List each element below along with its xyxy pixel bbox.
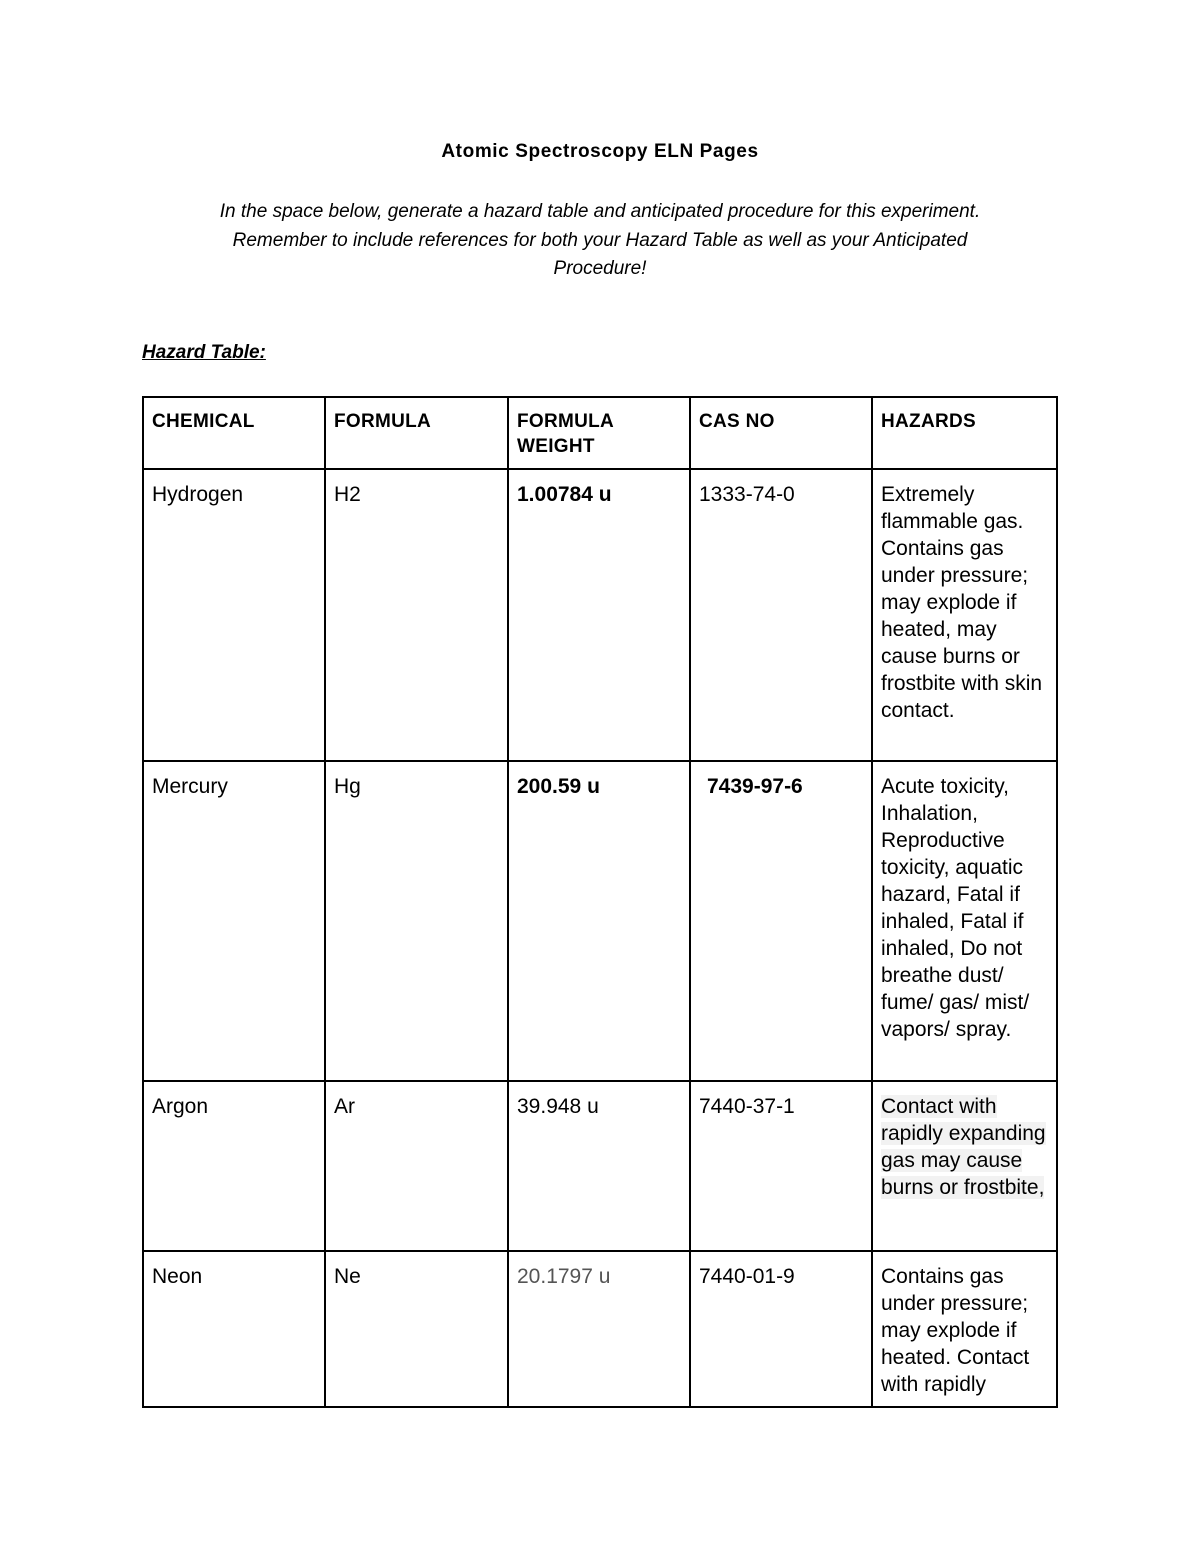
- cell-chemical: Argon: [143, 1081, 325, 1251]
- highlighted-hazard-text: Contact with rapidly expanding gas may cause burns or frostbite,: [881, 1095, 1046, 1199]
- page-title: Atomic Spectroscopy ELN Pages: [441, 141, 759, 162]
- cell-hazards: Acute toxicity, Inhalation, Reproductive toxicity, aquatic hazard, Fatal if inhaled, Fatal if inhaled, Do not breathe dust/ fume/ gas/ mist/ vapors/ spray.: [872, 761, 1057, 1081]
- header-formula-weight: FORMULA WEIGHT: [508, 397, 690, 469]
- cell-cas: 7439-97-6: [690, 761, 872, 1081]
- hazard-table: [142, 396, 1058, 1408]
- cell-formula: H2: [325, 469, 508, 761]
- table-row: [143, 761, 1057, 1081]
- instruction-line: Procedure!: [553, 258, 647, 279]
- table-header-row: [143, 397, 1057, 469]
- cell-chemical: Mercury: [143, 761, 325, 1081]
- cell-chemical: Hydrogen: [143, 469, 325, 761]
- hazard-table-heading: Hazard Table:: [142, 342, 266, 363]
- cell-weight: 20.1797 u: [508, 1251, 690, 1407]
- cell-cas: 7440-37-1: [690, 1081, 872, 1251]
- header-cas-no: CAS NO: [690, 397, 872, 469]
- cell-cas: 7440-01-9: [690, 1251, 872, 1407]
- cell-weight: 39.948 u: [508, 1081, 690, 1251]
- cell-formula: Hg: [325, 761, 508, 1081]
- cell-weight: 1.00784 u: [508, 469, 690, 761]
- cell-formula: Ne: [325, 1251, 508, 1407]
- table-row: [143, 1251, 1057, 1407]
- cell-chemical: Neon: [143, 1251, 325, 1407]
- cell-formula: Ar: [325, 1081, 508, 1251]
- table-row: [143, 469, 1057, 761]
- cell-weight: 200.59 u: [508, 761, 690, 1081]
- header-chemical: CHEMICAL: [143, 397, 325, 469]
- cell-hazards: Extremely flammable gas. Contains gas under pressure; may explode if heated, may cause burns or frostbite with skin contact.: [872, 469, 1057, 761]
- table-row: [143, 1081, 1057, 1251]
- header-formula: FORMULA: [325, 397, 508, 469]
- header-hazards: HAZARDS: [872, 397, 1057, 469]
- cell-hazards: Contains gas under pressure; may explode if heated. Contact with rapidly: [872, 1251, 1057, 1407]
- instruction-line: Remember to include references for both your Hazard Table as well as your Anticipated: [232, 229, 968, 251]
- instruction-line: In the space below, generate a hazard table and anticipated procedure for this experiment.: [219, 201, 981, 222]
- instructions: [150, 198, 1050, 284]
- cell-hazards: [872, 1081, 1057, 1251]
- cell-cas: 1333-74-0: [690, 469, 872, 761]
